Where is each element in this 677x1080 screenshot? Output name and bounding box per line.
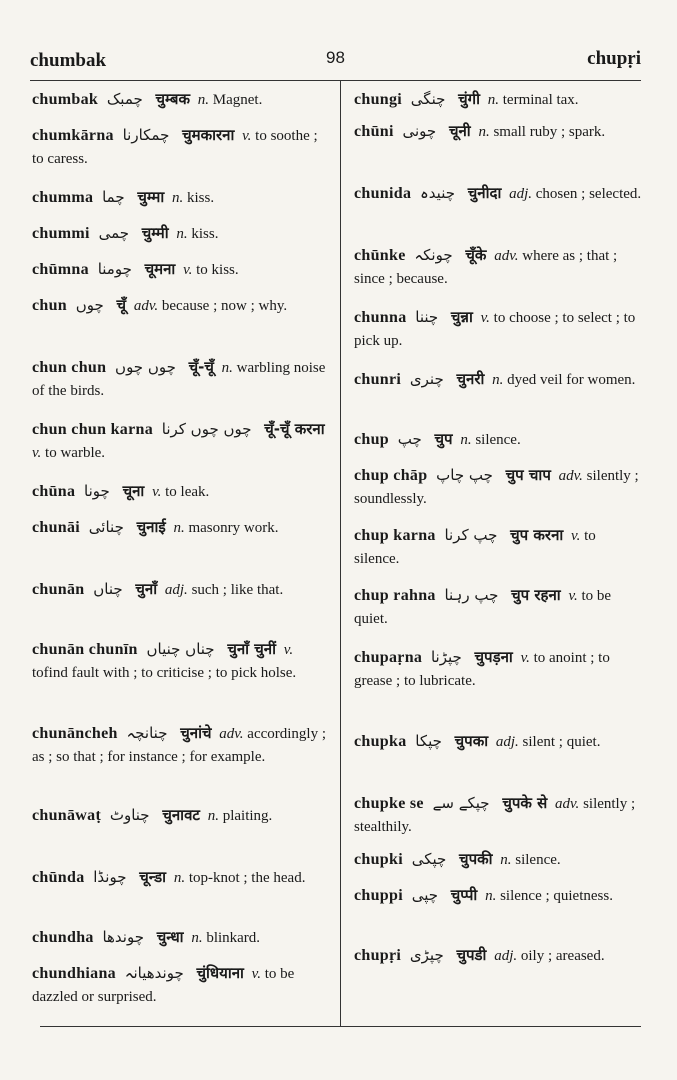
definition: Magnet. bbox=[212, 92, 263, 108]
hindi-form: चुपड़ना bbox=[474, 648, 513, 666]
headword: chumkārna bbox=[32, 127, 114, 144]
hindi-form: चूमना bbox=[144, 260, 176, 278]
definition: kiss. bbox=[191, 226, 219, 242]
headword: chūna bbox=[32, 483, 76, 500]
part-of-speech: v. bbox=[480, 310, 490, 326]
headword: chunri bbox=[354, 371, 402, 388]
hindi-form: चूँ-चूँ करना bbox=[264, 420, 325, 438]
urdu-form: چپ رہنا bbox=[444, 586, 499, 604]
urdu-form: چپ چاپ bbox=[436, 466, 493, 484]
definition: plaiting. bbox=[222, 808, 273, 824]
page-header bbox=[30, 44, 641, 78]
dictionary-entry bbox=[32, 722, 330, 769]
definition: warbling noise of the birds. bbox=[32, 360, 326, 399]
dictionary-entry bbox=[32, 926, 330, 950]
dictionary-entry bbox=[354, 120, 644, 144]
hindi-form: चुन्ना bbox=[450, 308, 473, 326]
hindi-form: चुनाँ चुनीं bbox=[227, 640, 277, 658]
dictionary-entry bbox=[354, 524, 644, 571]
dictionary-entry bbox=[354, 646, 644, 693]
definition: silent ; quiet. bbox=[522, 734, 601, 750]
headword: chup karna bbox=[354, 527, 436, 544]
hindi-form: चुंगी bbox=[458, 90, 480, 108]
definition: terminal tax. bbox=[502, 92, 579, 108]
definition: to silence. bbox=[354, 528, 596, 567]
hindi-form: चुनाई bbox=[136, 518, 166, 536]
headword: chupke se bbox=[354, 795, 424, 812]
urdu-form: چونڈا bbox=[93, 868, 127, 886]
definition: dyed veil for women. bbox=[507, 372, 636, 388]
definition: to be quiet. bbox=[354, 588, 612, 627]
headword: chunna bbox=[354, 309, 407, 326]
urdu-form: چنانچہ bbox=[126, 724, 168, 742]
part-of-speech: v. bbox=[32, 445, 42, 461]
dictionary-entry bbox=[32, 294, 330, 318]
urdu-form: چوں چوں bbox=[115, 358, 176, 376]
headword: chunāi bbox=[32, 519, 81, 536]
hindi-form: चुनावट bbox=[162, 806, 200, 824]
dictionary-entry bbox=[32, 186, 330, 210]
page-number: 98 bbox=[326, 48, 345, 67]
dictionary-entry bbox=[354, 88, 644, 112]
top-rule bbox=[30, 80, 641, 81]
part-of-speech: n. bbox=[500, 852, 512, 868]
definition: to soothe ; to caress. bbox=[32, 128, 318, 167]
urdu-form: چومنا bbox=[97, 260, 132, 278]
part-of-speech: adv. bbox=[219, 726, 244, 742]
dictionary-entry bbox=[32, 638, 330, 685]
part-of-speech: n. bbox=[173, 870, 186, 886]
urdu-form: چما bbox=[102, 188, 125, 206]
headword: chupaṛna bbox=[354, 649, 423, 666]
headword: chūnke bbox=[354, 247, 406, 264]
urdu-form: چناں چنیاں bbox=[146, 640, 215, 658]
dictionary-entry bbox=[354, 792, 644, 839]
hindi-form: चूनी bbox=[448, 122, 471, 140]
hindi-form: चुप bbox=[434, 430, 453, 448]
urdu-form: چپی bbox=[411, 886, 439, 904]
definition: to choose ; to select ; to pick up. bbox=[354, 310, 636, 349]
urdu-form: چنائی bbox=[88, 518, 124, 536]
bottom-rule bbox=[40, 1026, 641, 1027]
definition: silently ; stealthily. bbox=[354, 796, 636, 835]
headword: chunān chunīn bbox=[32, 641, 138, 658]
part-of-speech: n. bbox=[191, 930, 203, 946]
definition: accordingly ; as ; so that ; for instance ; for example. bbox=[32, 726, 327, 765]
hindi-form: चूँ-चूँ bbox=[188, 358, 214, 376]
part-of-speech: v. bbox=[251, 966, 261, 982]
urdu-form: چپکا bbox=[415, 732, 442, 750]
hindi-form: चुपकी bbox=[459, 850, 493, 868]
urdu-form: چونا bbox=[84, 482, 110, 500]
urdu-form: چونی bbox=[402, 122, 437, 140]
definition: where as ; that ; since ; because. bbox=[354, 248, 618, 287]
urdu-form: چپکی bbox=[411, 850, 447, 868]
urdu-form: چمی bbox=[98, 224, 130, 242]
headword: chunāncheh bbox=[32, 725, 118, 742]
dictionary-entry bbox=[354, 884, 644, 908]
definition: silently ; soundlessly. bbox=[354, 468, 639, 507]
headword: chungi bbox=[354, 91, 403, 108]
column-divider bbox=[340, 80, 341, 1026]
headword: chupki bbox=[354, 851, 403, 868]
part-of-speech: v. bbox=[183, 262, 193, 278]
dictionary-entry bbox=[32, 516, 330, 540]
hindi-form: चूना bbox=[122, 482, 145, 500]
part-of-speech: adj. bbox=[509, 186, 533, 202]
dictionary-entry bbox=[32, 804, 330, 828]
guide-word-right: chupṛi bbox=[587, 48, 641, 69]
part-of-speech: n. bbox=[176, 226, 188, 242]
headword: chupṛi bbox=[354, 947, 402, 964]
urdu-form: چونکہ bbox=[414, 246, 453, 264]
definition: small ruby ; spark. bbox=[493, 124, 606, 140]
hindi-form: चुनाँ bbox=[135, 580, 158, 598]
definition: silence. bbox=[475, 432, 521, 448]
headword: chup chāp bbox=[354, 467, 428, 484]
part-of-speech: n. bbox=[172, 190, 184, 206]
definition: to kiss. bbox=[196, 262, 239, 278]
dictionary-entry bbox=[32, 578, 330, 602]
dictionary-entry bbox=[32, 962, 330, 1009]
urdu-form: چوندھا bbox=[102, 928, 145, 946]
part-of-speech: n. bbox=[487, 92, 499, 108]
dictionary-entry bbox=[32, 124, 330, 171]
urdu-form: چنری bbox=[409, 370, 444, 388]
part-of-speech: v. bbox=[242, 128, 252, 144]
hindi-form: चून्डा bbox=[139, 868, 167, 886]
hindi-form: चुपका bbox=[454, 732, 489, 750]
part-of-speech: n. bbox=[478, 124, 490, 140]
urdu-form: چپ کرنا bbox=[444, 526, 498, 544]
part-of-speech: n. bbox=[460, 432, 472, 448]
urdu-form: چوں bbox=[75, 296, 104, 314]
part-of-speech: n. bbox=[197, 92, 210, 108]
hindi-form: चुम्मी bbox=[141, 224, 169, 242]
headword: chunida bbox=[354, 185, 412, 202]
headword: chup rahna bbox=[354, 587, 436, 604]
dictionary-entry bbox=[354, 244, 644, 291]
hindi-form: चुनांचे bbox=[180, 724, 212, 742]
dictionary-entry bbox=[354, 848, 644, 872]
hindi-form: चुप्पी bbox=[450, 886, 478, 904]
dictionary-entry bbox=[354, 368, 644, 392]
part-of-speech: n. bbox=[173, 520, 185, 536]
dictionary-entry bbox=[354, 306, 644, 353]
urdu-form: چمبک bbox=[106, 90, 143, 108]
dictionary-entry bbox=[32, 258, 330, 282]
dictionary-entry bbox=[354, 428, 644, 452]
headword: chun chun karna bbox=[32, 421, 153, 438]
dictionary-entry bbox=[32, 222, 330, 246]
headword: chummi bbox=[32, 225, 90, 242]
hindi-form: चूँ bbox=[116, 296, 127, 314]
headword: chumbak bbox=[32, 91, 99, 108]
headword: chun bbox=[32, 297, 67, 314]
definition: blinkard. bbox=[206, 930, 261, 946]
definition: tofind fault with ; to criticise ; to pick holse. bbox=[32, 665, 297, 681]
hindi-form: चुप करना bbox=[510, 526, 564, 544]
hindi-form: चुमकारना bbox=[182, 126, 235, 144]
part-of-speech: n. bbox=[207, 808, 219, 824]
part-of-speech: n. bbox=[485, 888, 497, 904]
headword: chūnda bbox=[32, 869, 85, 886]
part-of-speech: adv. bbox=[555, 796, 580, 812]
headword: chuppi bbox=[354, 887, 403, 904]
headword: chunāwaṭ bbox=[32, 807, 102, 824]
part-of-speech: adv. bbox=[558, 468, 583, 484]
urdu-form: چنیدہ bbox=[420, 184, 455, 202]
definition: to warble. bbox=[45, 445, 106, 461]
hindi-form: चुप चाप bbox=[505, 466, 551, 484]
headword: chundha bbox=[32, 929, 94, 946]
definition: kiss. bbox=[187, 190, 215, 206]
part-of-speech: adj. bbox=[164, 582, 188, 598]
dictionary-entry bbox=[354, 730, 644, 754]
hindi-form: चुपके से bbox=[502, 794, 548, 812]
definition: oily ; areased. bbox=[520, 948, 605, 964]
definition: top-knot ; the head. bbox=[188, 870, 306, 886]
dictionary-entry bbox=[32, 418, 330, 465]
part-of-speech: v. bbox=[283, 642, 294, 658]
definition: to be dazzled or surprised. bbox=[32, 966, 295, 1005]
hindi-form: चुन्धा bbox=[156, 928, 184, 946]
part-of-speech: v. bbox=[568, 588, 578, 604]
part-of-speech: v. bbox=[571, 528, 581, 544]
hindi-form: चुप रहना bbox=[511, 586, 561, 604]
part-of-speech: adv. bbox=[494, 248, 519, 264]
urdu-form: چناوٹ bbox=[109, 806, 150, 824]
part-of-speech: v. bbox=[152, 484, 162, 500]
definition: masonry work. bbox=[188, 520, 279, 536]
urdu-form: چناں bbox=[93, 580, 123, 598]
definition: such ; like that. bbox=[191, 582, 284, 598]
hindi-form: चुपडी bbox=[456, 946, 487, 964]
part-of-speech: n. bbox=[221, 360, 233, 376]
urdu-form: چوندھیانہ bbox=[124, 964, 184, 982]
hindi-form: चुम्मा bbox=[137, 188, 165, 206]
dictionary-entry bbox=[354, 464, 644, 511]
urdu-form: چپکے سے bbox=[432, 794, 490, 812]
definition: chosen ; selected. bbox=[535, 186, 642, 202]
urdu-form: چننا bbox=[415, 308, 439, 326]
headword: chup bbox=[354, 431, 389, 448]
urdu-form: چوں چوں کرنا bbox=[161, 420, 252, 438]
part-of-speech: n. bbox=[492, 372, 504, 388]
urdu-form: چنگی bbox=[410, 90, 446, 108]
part-of-speech: adv. bbox=[133, 298, 159, 314]
headword: chūmna bbox=[32, 261, 89, 278]
part-of-speech: v. bbox=[520, 650, 530, 666]
headword: chunān bbox=[32, 581, 85, 598]
urdu-form: چپڑی bbox=[409, 946, 444, 964]
definition: because ; now ; why. bbox=[161, 298, 288, 314]
dictionary-entry bbox=[32, 356, 330, 403]
headword: chumma bbox=[32, 189, 94, 206]
headword: chun chun bbox=[32, 359, 107, 376]
definition: silence ; quietness. bbox=[500, 888, 613, 904]
headword: chupka bbox=[354, 733, 407, 750]
part-of-speech: adj. bbox=[494, 948, 518, 964]
hindi-form: चुम्बक bbox=[155, 90, 191, 108]
hindi-form: चुनीदा bbox=[467, 184, 502, 202]
guide-word-left: chumbak bbox=[30, 50, 107, 71]
definition: to leak. bbox=[165, 484, 210, 500]
dictionary-entry bbox=[354, 182, 644, 206]
headword: chundhiana bbox=[32, 965, 116, 982]
dictionary-entry bbox=[354, 944, 644, 968]
definition: silence. bbox=[515, 852, 561, 868]
definition: to anoint ; to grease ; to lubricate. bbox=[354, 650, 610, 689]
headword: chūni bbox=[354, 123, 394, 140]
dictionary-entry bbox=[354, 584, 644, 631]
urdu-form: چمکارنا bbox=[122, 126, 170, 144]
dictionary-entry bbox=[32, 480, 330, 504]
hindi-form: चुनरी bbox=[456, 370, 485, 388]
hindi-form: चूँके bbox=[465, 246, 487, 264]
dictionary-entry bbox=[32, 88, 330, 112]
hindi-form: चुंधियाना bbox=[196, 964, 244, 982]
urdu-form: چپڑنا bbox=[430, 648, 462, 666]
dictionary-entry bbox=[32, 866, 330, 890]
part-of-speech: adj. bbox=[495, 734, 519, 750]
urdu-form: چپ bbox=[397, 430, 422, 448]
